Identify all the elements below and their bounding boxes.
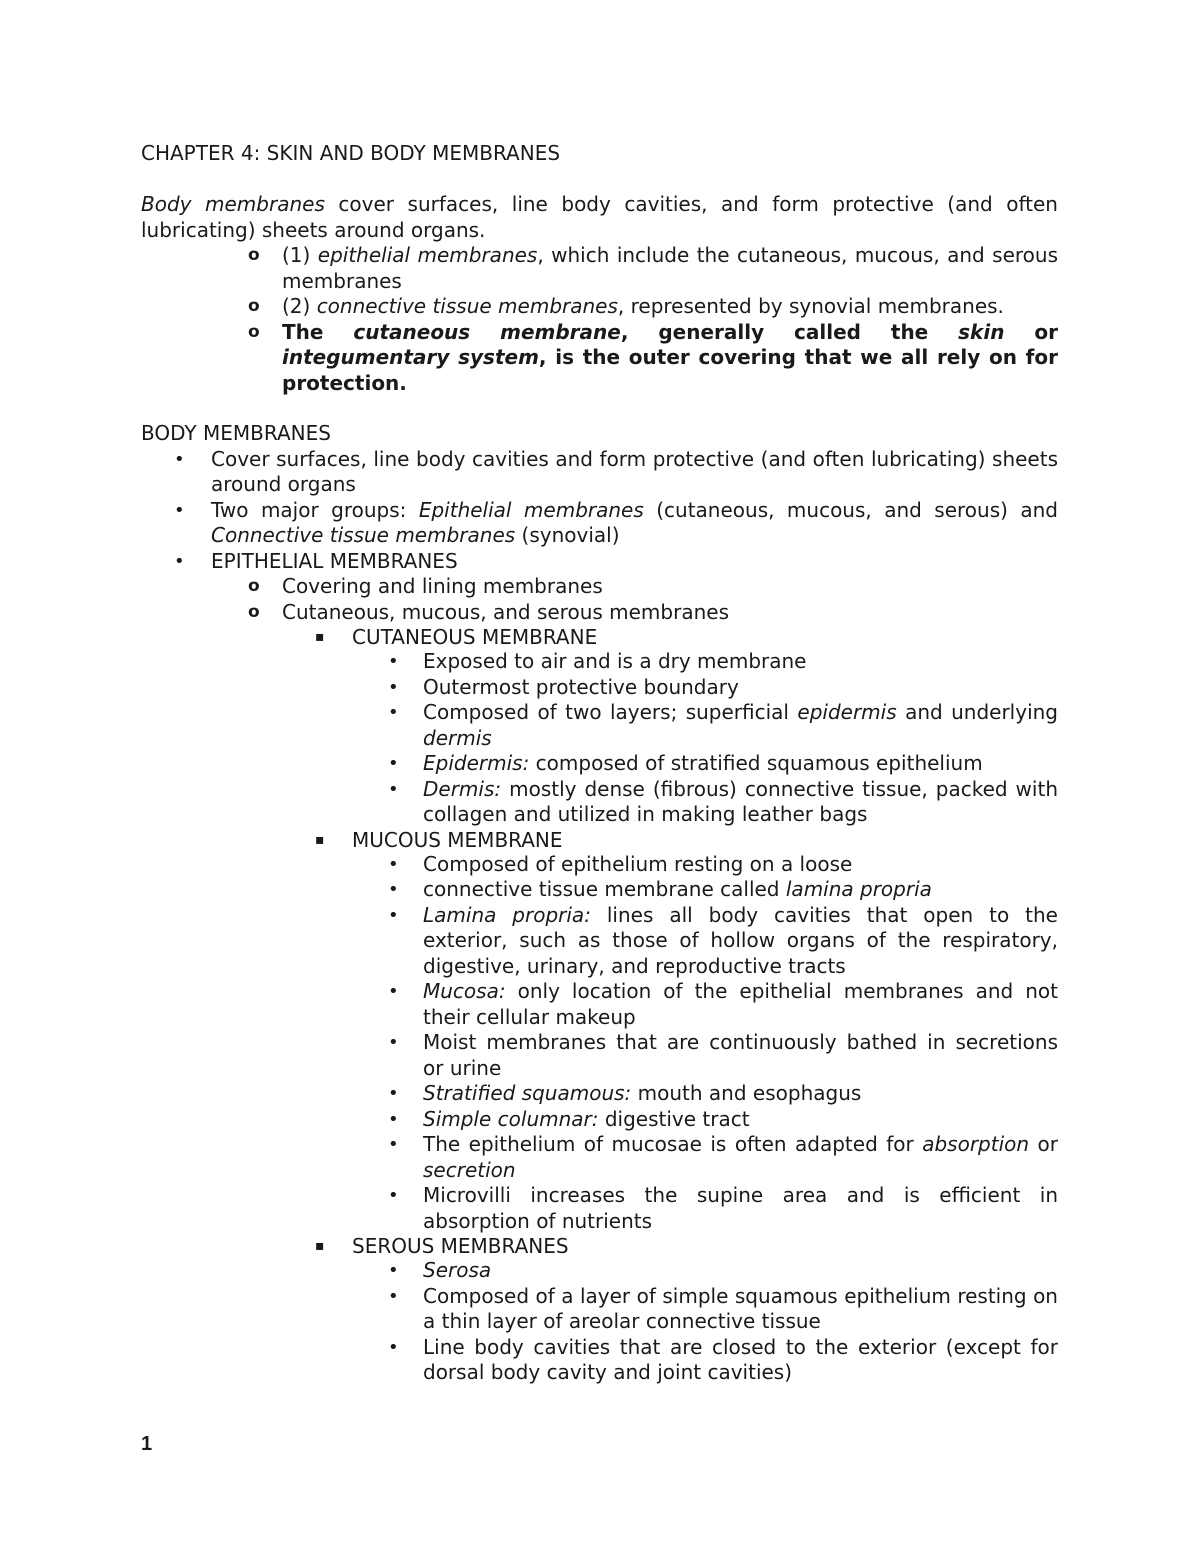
list-item: • Dermis: mostly dense (fibrous) connective tissue, packed with collagen and utilized in making leather bags: [388, 776, 1058, 826]
bullet-icon: •: [388, 1285, 399, 1307]
cutaneous-heading: ▪ CUTANEOUS MEMBRANE: [315, 625, 598, 649]
list-item: • Serosa: [388, 1258, 492, 1282]
list-item: • Mucosa: only location of the epithelial membranes and not their cellular makeup: [388, 979, 1058, 1029]
list-item: • Exposed to air and is a dry membrane: [388, 649, 807, 673]
circle-bullet-icon: o: [248, 601, 260, 622]
square-bullet-icon: ▪: [315, 831, 325, 848]
list-item: • Composed of a layer of simple squamous epithelium resting on a thin layer of areolar connective tissue: [388, 1283, 1058, 1333]
circle-bullet-icon: o: [248, 321, 260, 342]
list-item: • Moist membranes that are continuously bathed in secretions or urine: [388, 1030, 1058, 1080]
bullet-icon: •: [388, 1185, 399, 1206]
bullet-icon: •: [174, 499, 185, 521]
list-item: • Stratified squamous: mouth and esophagus: [388, 1081, 862, 1105]
bullet-icon: •: [174, 550, 185, 572]
epithelial-heading: EPITHELIAL MEMBRANES: [211, 548, 458, 573]
list-item: o The cutaneous membrane, generally called the skin or integumentary system, is the outer covering that we all rely on for protection.: [248, 319, 1058, 395]
bullet-icon: •: [388, 676, 399, 698]
list-item: o (1) epithelial membranes, which include the cutaneous, mucous, and serous membranes: [248, 243, 1058, 293]
serous-heading: ▪ SEROUS MEMBRANES: [315, 1234, 569, 1258]
page-number: 1: [141, 1433, 153, 1455]
list-item: • Line body cavities that are closed to the exterior (except for dorsal body cavity and joint cavities): [388, 1334, 1058, 1384]
bullet-icon: •: [388, 651, 399, 672]
bullet-icon: •: [388, 1108, 399, 1130]
bullet-icon: •: [388, 981, 399, 1002]
bullet-icon: •: [388, 1336, 399, 1358]
mucous-heading: ▪ MUCOUS MEMBRANE: [315, 827, 563, 852]
serous-list: [141, 1258, 1058, 1386]
body-membranes-list: [141, 447, 1058, 575]
bullet-icon: •: [388, 702, 399, 723]
bullet-icon: •: [174, 448, 185, 470]
document-body: [141, 140, 1058, 1386]
list-item: • Two major groups: Epithelial membranes (cutaneous, mucous, and serous) and Connective tissue membranes (synovial): [174, 497, 1058, 547]
bullet-icon: •: [388, 778, 399, 800]
bullet-icon: •: [388, 1032, 399, 1053]
circle-bullet-icon: o: [248, 296, 260, 316]
list-item: • Simple columnar: digestive tract: [388, 1106, 750, 1131]
mucous-list: [141, 852, 1058, 1235]
square-bullet-icon: ▪: [315, 629, 325, 645]
list-item: • Cover surfaces, line body cavities and form protective (and often lubricating) sheets around organs: [174, 446, 1058, 496]
bullet-icon: •: [388, 1134, 399, 1155]
list-item: • Composed of two layers; superficial epidermis and underlying dermis: [388, 700, 1058, 750]
bullet-icon: •: [388, 879, 399, 900]
epithelial-list: [141, 574, 1058, 625]
circle-bullet-icon: o: [248, 245, 260, 265]
bullet-icon: •: [388, 1260, 399, 1281]
list-item: • Outermost protective boundary: [388, 674, 739, 699]
list-item: o (2) connective tissue membranes, represented by synovial membranes.: [248, 294, 1004, 318]
circle-bullet-icon: o: [248, 576, 260, 596]
bullet-icon: •: [388, 904, 399, 926]
list-item: • The epithelium of mucosae is often adapted for absorption or secretion: [388, 1132, 1058, 1182]
bullet-icon: •: [388, 853, 399, 875]
intro-paragraph: Body membranes cover surfaces, line body cavities, and form protective (and often lubricating) sheets around organs.: [141, 192, 1058, 242]
bullet-icon: •: [388, 1083, 399, 1104]
list-item: • Epidermis: composed of stratified squamous epithelium: [388, 751, 983, 775]
bullet-icon: •: [388, 753, 399, 774]
section-heading: BODY MEMBRANES: [141, 421, 331, 445]
chapter-title: CHAPTER 4: SKIN AND BODY MEMBRANES: [141, 141, 561, 165]
list-item: • Composed of epithelium resting on a loose: [388, 851, 853, 876]
list-item: • connective tissue membrane called lamina propria: [388, 877, 932, 901]
intro-list: [141, 243, 1058, 396]
cutaneous-list: [141, 649, 1058, 828]
list-item: • Lamina propria: lines all body cavities that open to the exterior, such as those of hollow organs of the respiratory, digestive, urinary, and reproductive tracts: [388, 902, 1058, 978]
list-item: o Covering and lining membranes: [248, 574, 603, 598]
list-item: [141, 549, 1058, 575]
list-item: o Cutaneous, mucous, and serous membranes: [248, 599, 729, 624]
list-item: • Microvilli increases the supine area and is efficient in absorption of nutrients: [388, 1183, 1058, 1233]
square-bullet-icon: ▪: [315, 1238, 325, 1254]
